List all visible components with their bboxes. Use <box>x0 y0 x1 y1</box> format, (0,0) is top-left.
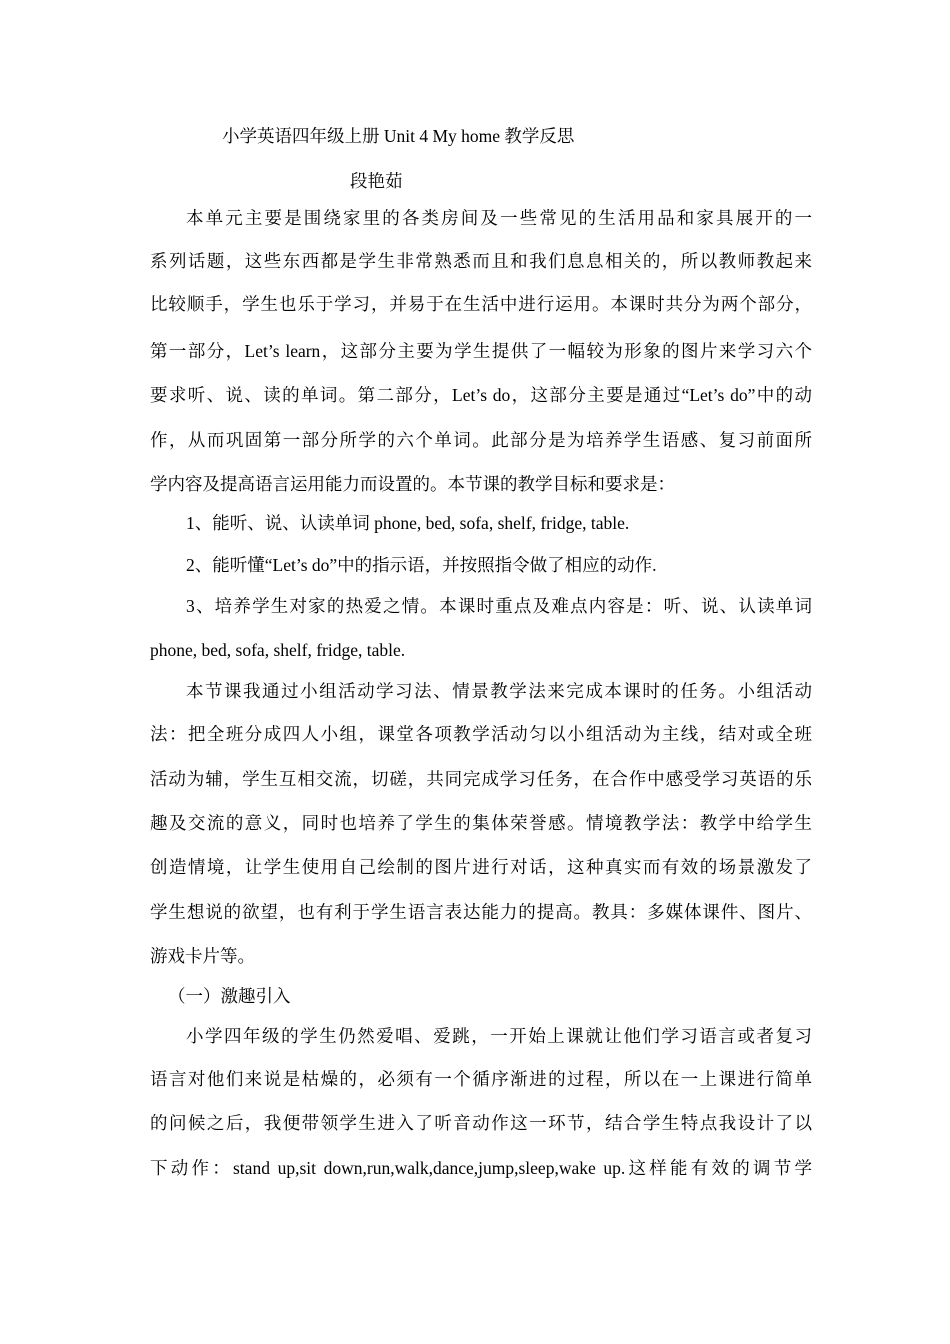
list-item: 3、培养学生对家的热爱之情。本课时重点及难点内容是：听、说、认读单词 <box>186 596 812 616</box>
document-title: 小学英语四年级上册 Unit 4 My home 教学反思 <box>222 126 575 146</box>
paragraph-line: 语言对他们来说是枯燥的，必须有一个循序渐进的过程，所以在一上课进行简单 <box>150 1069 812 1089</box>
paragraph-line: 趣及交流的意义，同时也培养了学生的集体荣誉感。情境教学法：教学中给学生 <box>150 813 812 833</box>
list-item: 1、能听、说、认读单词 phone, bed, sofa, shelf, fridge, table. <box>186 513 630 533</box>
paragraph-line: 要求听、说、读的单词。第二部分，Let’s do，这部分主要是通过“Let’s do”中的动 <box>150 385 812 405</box>
list-item: 2、能听懂“Let’s do”中的指示语，并按照指令做了相应的动作. <box>186 555 657 575</box>
paragraph-line: 创造情境，让学生使用自己绘制的图片进行对话，这种真实而有效的场景激发了 <box>150 857 812 877</box>
paragraph-line: 的问候之后，我便带领学生进入了听音动作这一环节，结合学生特点我设计了以 <box>150 1113 812 1133</box>
paragraph-line: 比较顺手，学生也乐于学习，并易于在生活中进行运用。本课时共分为两个部分， <box>150 294 812 314</box>
paragraph-line: 法：把全班分成四人小组，课堂各项教学活动匀以小组活动为主线，结对或全班 <box>150 724 812 744</box>
paragraph-line: 下动作：stand up,sit down,run,walk,dance,jump,sleep,wake up.这样能有效的调节学 <box>150 1158 812 1178</box>
paragraph-line: 学生想说的欲望，也有利于学生语言表达能力的提高。教具：多媒体课件、图片、 <box>150 902 812 922</box>
paragraph-line: phone, bed, sofa, shelf, fridge, table. <box>150 640 406 660</box>
paragraph-line: 小学四年级的学生仍然爱唱、爱跳，一开始上课就让他们学习语言或者复习 <box>186 1026 812 1046</box>
document-author: 段艳茹 <box>350 171 403 191</box>
paragraph-line: 游戏卡片等。 <box>150 946 255 966</box>
paragraph-line: 学内容及提高语言运用能力而设置的。本节课的教学目标和要求是： <box>150 474 675 494</box>
paragraph-line: 作，从而巩固第一部分所学的六个单词。此部分是为培养学生语感、复习前面所 <box>150 430 812 450</box>
paragraph-line: 本节课我通过小组活动学习法、情景教学法来完成本课时的任务。小组活动 <box>186 681 812 701</box>
paragraph-line: 系列话题，这些东西都是学生非常熟悉而且和我们息息相关的，所以教师教起来 <box>150 251 812 271</box>
paragraph-line: 第一部分，Let’s learn，这部分主要为学生提供了一幅较为形象的图片来学习六个 <box>150 341 812 361</box>
paragraph-line: 本单元主要是围绕家里的各类房间及一些常见的生活用品和家具展开的一 <box>186 208 812 228</box>
section-heading: （一）激趣引入 <box>168 986 291 1006</box>
paragraph-line: 活动为辅，学生互相交流，切磋，共同完成学习任务，在合作中感受学习英语的乐 <box>150 769 812 789</box>
